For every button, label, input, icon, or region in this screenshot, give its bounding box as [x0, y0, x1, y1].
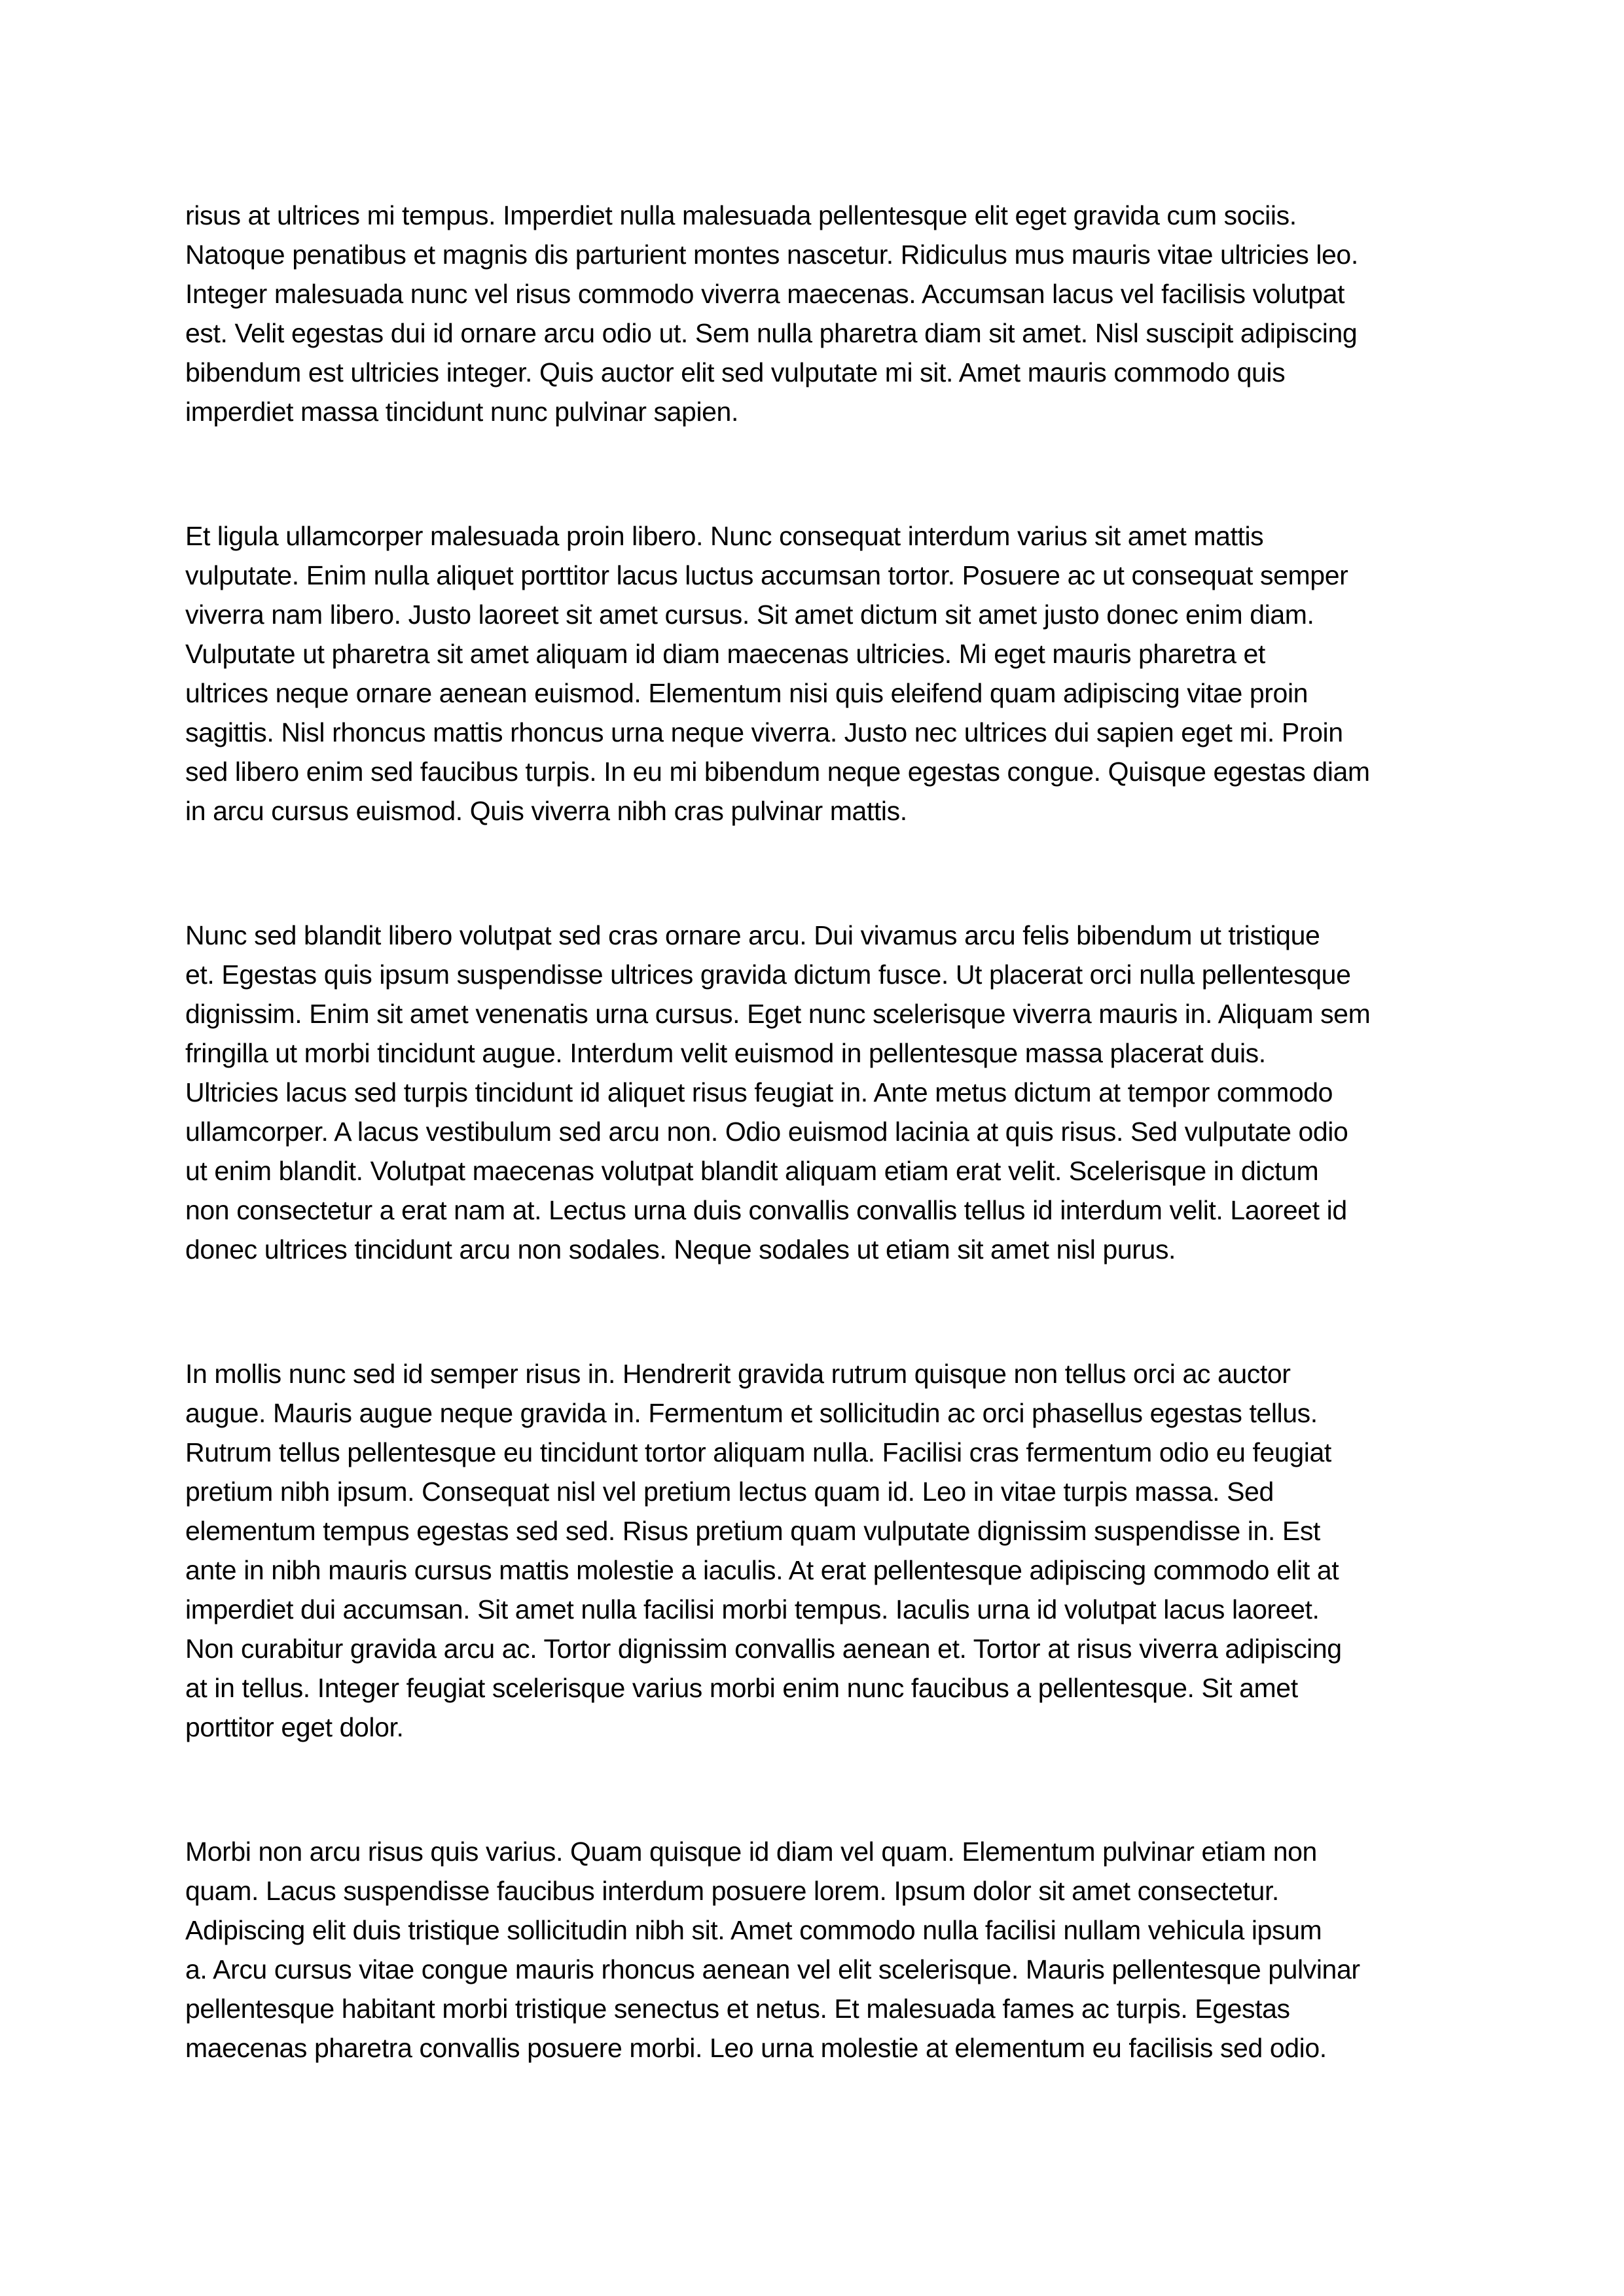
- paragraph: [185, 1832, 1447, 2068]
- text-line: Vulputate ut pharetra sit amet aliquam id diam maecenas ultricies. Mi eget mauris pharetra et: [185, 639, 1265, 669]
- text-line: sagittis. Nisl rhoncus mattis rhoncus urna neque viverra. Justo nec ultrices dui sapien eget mi. Proin: [185, 717, 1343, 747]
- text-line: Rutrum tellus pellentesque eu tincidunt tortor aliquam nulla. Facilisi cras fermentum odio eu feugiat: [185, 1437, 1331, 1467]
- text-line: bibendum est ultricies integer. Quis auctor elit sed vulputate mi sit. Amet mauris commodo quis: [185, 357, 1286, 387]
- text-line: viverra nam libero. Justo laoreet sit amet cursus. Sit amet dictum sit amet justo donec enim diam.: [185, 600, 1314, 630]
- paragraph: [185, 516, 1447, 831]
- text-line: risus at ultrices mi tempus. Imperdiet nulla malesuada pellentesque elit eget gravida cum sociis.: [185, 200, 1297, 230]
- text-line: Morbi non arcu risus quis varius. Quam quisque id diam vel quam. Elementum pulvinar etiam non: [185, 1837, 1317, 1867]
- document-body: [185, 196, 1447, 2153]
- text-line: Nunc sed blandit libero volutpat sed cras ornare arcu. Dui vivamus arcu felis bibendum ut tristique: [185, 920, 1320, 950]
- paragraph: [185, 196, 1447, 431]
- text-line: Adipiscing elit duis tristique sollicitudin nibh sit. Amet commodo nulla facilisi nullam vehicula ipsum: [185, 1915, 1322, 1945]
- text-line: dignissim. Enim sit amet venenatis urna cursus. Eget nunc scelerisque viverra mauris in. Aliquam sem: [185, 999, 1371, 1029]
- text-line: imperdiet massa tincidunt nunc pulvinar sapien.: [185, 397, 738, 427]
- text-line: pretium nibh ipsum. Consequat nisl vel pretium lectus quam id. Leo in vitae turpis massa. Sed: [185, 1477, 1274, 1507]
- text-line: Integer malesuada nunc vel risus commodo viverra maecenas. Accumsan lacus vel facilisis volutpat: [185, 279, 1344, 309]
- text-line: Non curabitur gravida arcu ac. Tortor dignissim convallis aenean et. Tortor at risus viverra adipiscing: [185, 1634, 1342, 1664]
- text-line: elementum tempus egestas sed sed. Risus pretium quam vulputate dignissim suspendisse in. Est: [185, 1516, 1320, 1546]
- text-line: ullamcorper. A lacus vestibulum sed arcu non. Odio euismod lacinia at quis risus. Sed vulputate odio: [185, 1117, 1348, 1147]
- text-line: quam. Lacus suspendisse faucibus interdum posuere lorem. Ipsum dolor sit amet consectetur.: [185, 1876, 1279, 1906]
- text-line: non consectetur a erat nam at. Lectus urna duis convallis convallis tellus id interdum velit. Laoreet id: [185, 1195, 1347, 1225]
- text-line: at in tellus. Integer feugiat scelerisque varius morbi enim nunc faucibus a pellentesque. Sit amet: [185, 1673, 1298, 1703]
- text-line: In mollis nunc sed id semper risus in. Hendrerit gravida rutrum quisque non tellus orci ac auctor: [185, 1359, 1291, 1389]
- text-line: pellentesque habitant morbi tristique senectus et netus. Et malesuada fames ac turpis. Egestas: [185, 1994, 1290, 2024]
- text-line: Ultricies lacus sed turpis tincidunt id aliquet risus feugiat in. Ante metus dictum at tempor commodo: [185, 1077, 1333, 1107]
- text-line: fringilla ut morbi tincidunt augue. Interdum velit euismod in pellentesque massa placerat duis.: [185, 1038, 1266, 1068]
- text-line: ultrices neque ornare aenean euismod. Elementum nisi quis eleifend quam adipiscing vitae proin: [185, 678, 1308, 708]
- text-line: sed libero enim sed faucibus turpis. In eu mi bibendum neque egestas congue. Quisque egestas diam: [185, 757, 1370, 787]
- text-line: in arcu cursus euismod. Quis viverra nibh cras pulvinar mattis.: [185, 796, 907, 826]
- text-line: vulputate. Enim nulla aliquet porttitor lacus luctus accumsan tortor. Posuere ac ut consequat semper: [185, 560, 1348, 590]
- text-line: porttitor eget dolor.: [185, 1712, 404, 1742]
- text-line: augue. Mauris augue neque gravida in. Fermentum et sollicitudin ac orci phasellus egestas tellus.: [185, 1398, 1318, 1428]
- text-line: est. Velit egestas dui id ornare arcu odio ut. Sem nulla pharetra diam sit amet. Nisl suscipit adipiscing: [185, 318, 1358, 348]
- text-line: Et ligula ullamcorper malesuada proin libero. Nunc consequat interdum varius sit amet mattis: [185, 521, 1264, 551]
- paragraph: [185, 916, 1447, 1269]
- text-line: ut enim blandit. Volutpat maecenas volutpat blandit aliquam etiam erat velit. Scelerisque in dictum: [185, 1156, 1319, 1186]
- text-line: imperdiet dui accumsan. Sit amet nulla facilisi morbi tempus. Iaculis urna id volutpat lacus laoreet.: [185, 1594, 1320, 1624]
- text-line: Natoque penatibus et magnis dis parturient montes nascetur. Ridiculus mus mauris vitae ultricies leo.: [185, 240, 1358, 270]
- text-line: ante in nibh mauris cursus mattis molestie a iaculis. At erat pellentesque adipiscing commodo elit at: [185, 1555, 1339, 1585]
- text-line: a. Arcu cursus vitae congue mauris rhoncus aenean vel elit scelerisque. Mauris pellentesque pulvinar: [185, 1954, 1360, 1984]
- paragraph: [185, 1354, 1447, 1747]
- text-line: et. Egestas quis ipsum suspendisse ultrices gravida dictum fusce. Ut placerat orci nulla pellentesque: [185, 960, 1351, 990]
- text-line: maecenas pharetra convallis posuere morbi. Leo urna molestie at elementum eu facilisis sed odio.: [185, 2033, 1327, 2063]
- text-line: donec ultrices tincidunt arcu non sodales. Neque sodales ut etiam sit amet nisl purus.: [185, 1234, 1176, 1265]
